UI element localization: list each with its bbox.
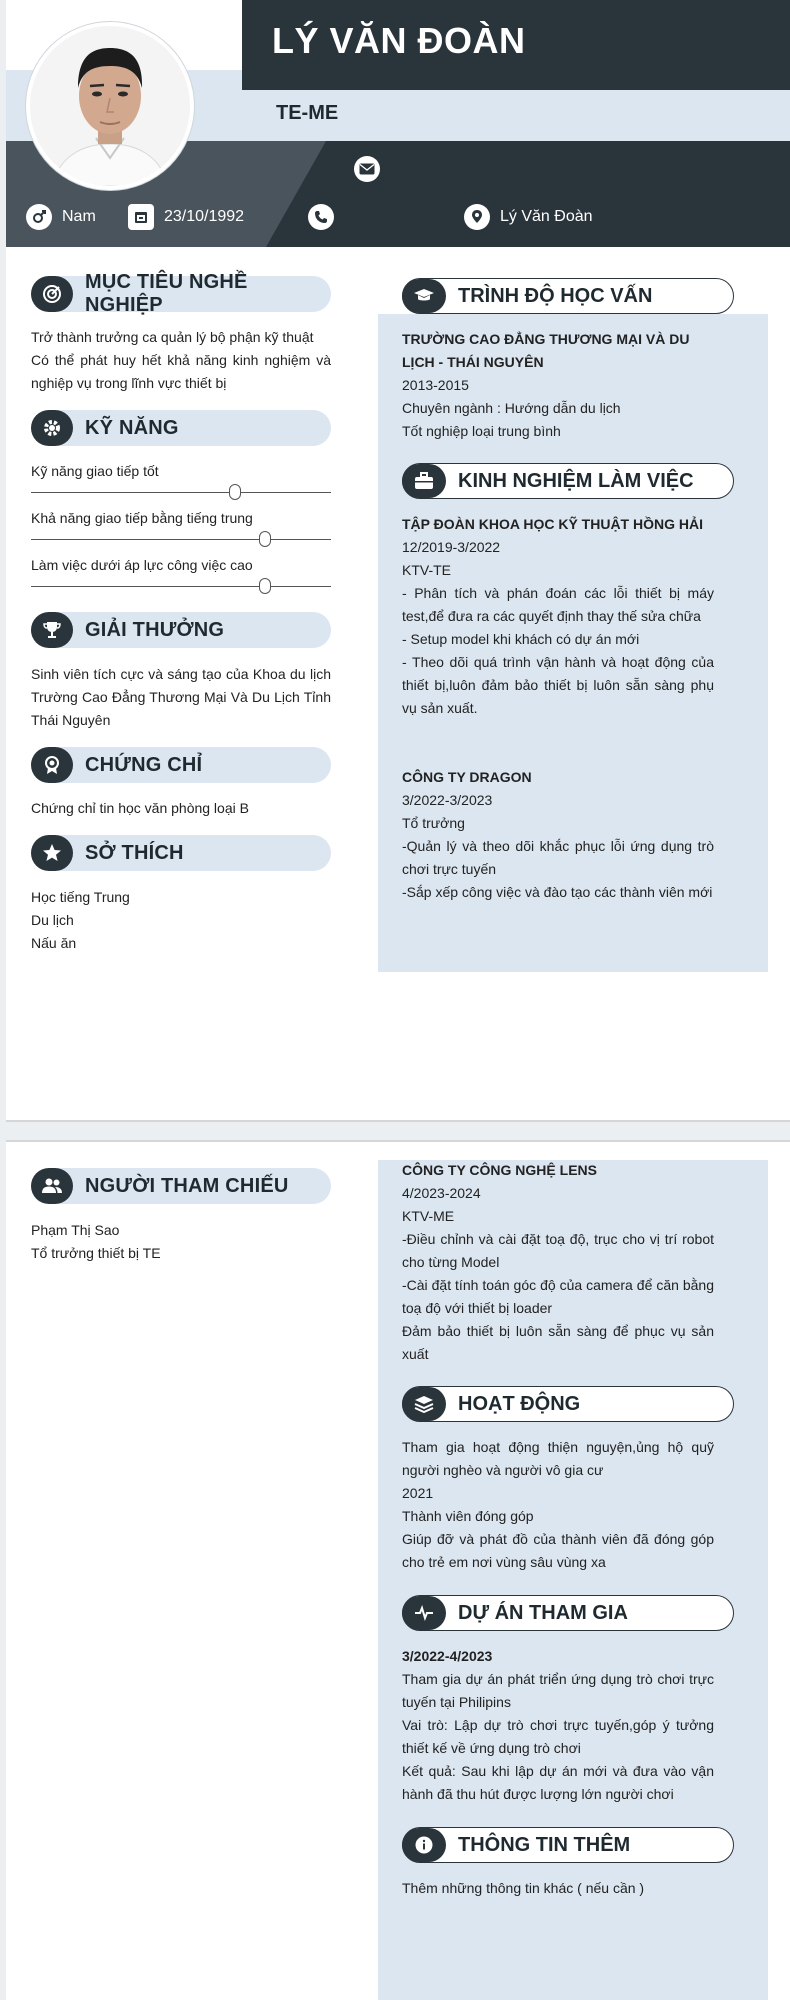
hobby-item: Nấu ăn xyxy=(31,935,77,951)
objective-line: Trở thành trưởng ca quản lý bộ phận kỹ thuật xyxy=(31,329,314,345)
reference-name: Phạm Thị Sao xyxy=(31,1222,120,1238)
facebook-info xyxy=(464,204,593,230)
graduation-cap-icon xyxy=(402,279,446,313)
education-title: TRÌNH ĐỘ HỌC VẤN xyxy=(458,284,653,307)
cv-page-1 xyxy=(6,0,790,1122)
candidate-name: LÝ VĂN ĐOÀN xyxy=(272,20,526,61)
activity-line: Thành viên đóng góp xyxy=(402,1508,534,1524)
candidate-position: TE-ME xyxy=(276,102,339,124)
job-entry xyxy=(402,513,714,720)
reference-block xyxy=(31,1219,331,1265)
job-detail: -Cài đặt tính toán góc độ của camera để căn bằng toạ độ với thiết bị loader xyxy=(402,1277,714,1316)
section-heading-hobbies xyxy=(31,835,331,871)
gender-icon xyxy=(26,204,52,230)
activity-line: Tham gia hoạt động thiện nguyện,ủng hộ quỹ người nghèo và người vô gia cư xyxy=(402,1439,714,1478)
job-period: 3/2022-3/2023 xyxy=(402,792,493,808)
star-icon xyxy=(31,835,73,871)
education-period: 2013-2015 xyxy=(402,377,469,393)
medal-icon xyxy=(31,747,73,783)
education-block xyxy=(402,328,714,443)
job-detail: Đảm bảo thiết bị luôn sẵn sàng để phục vụ sản xuất xyxy=(402,1323,714,1362)
activity-line: Giúp đỡ và phát đồ của thành viên đã đóng góp cho trẻ em nơi vùng sâu vùng xa xyxy=(402,1531,714,1570)
section-heading-certificates xyxy=(31,747,331,783)
phone-info xyxy=(308,204,344,230)
hobbies-title: SỞ THÍCH xyxy=(85,841,184,864)
activities-title: HOẠT ĐỘNG xyxy=(458,1392,581,1415)
phone-icon xyxy=(308,204,334,230)
section-heading-activities xyxy=(402,1386,734,1422)
trophy-icon xyxy=(31,612,73,648)
hobby-item: Du lịch xyxy=(31,912,74,928)
info-icon xyxy=(402,1828,446,1862)
objective-title: MỤC TIÊU NGHỀ NGHIỆP xyxy=(84,271,248,316)
references-title: NGƯỜI THAM CHIẾU xyxy=(85,1174,289,1197)
skill-label: Làm việc dưới áp lực công việc cao xyxy=(31,557,253,573)
section-heading-experience xyxy=(402,463,734,499)
hobbies-list xyxy=(31,886,331,955)
facebook-text: Lý Văn Đoàn xyxy=(500,208,593,225)
skill-knob xyxy=(229,484,241,500)
job-company: TẬP ĐOÀN KHOA HỌC KỸ THUẬT HỒNG HẢI xyxy=(402,516,703,532)
projects-block xyxy=(402,1645,714,1806)
job-entry xyxy=(402,1159,714,1366)
pulse-icon xyxy=(402,1596,446,1630)
project-line: Vai trò: Lập dự trò chơi trực tuyến,góp ý tưởng thiết kế về ứng dụng trò chơi xyxy=(402,1717,714,1756)
job-company: CÔNG TY DRAGON xyxy=(402,769,532,785)
gender-info xyxy=(26,204,96,230)
job-detail: -Quản lý và theo dõi khắc phục lỗi ứng dụng trò chơi trực tuyến xyxy=(402,838,714,877)
skill-label: Kỹ năng giao tiếp tốt xyxy=(31,463,159,479)
section-heading-education xyxy=(402,278,734,314)
gear-icon xyxy=(31,410,73,446)
job-detail: - Theo dõi quá trình vận hành và hoạt động của thiết bị,luôn đảm bảo thiết bị luôn sẵn sàng phụ vụ sản xuất. xyxy=(402,654,714,716)
extra-title: THÔNG TIN THÊM xyxy=(458,1833,631,1856)
awards-title: GIẢI THƯỞNG xyxy=(85,618,225,641)
skill-label: Khả năng giao tiếp bằng tiếng trung xyxy=(31,510,253,526)
experience-title: KINH NGHIỆM LÀM VIỆC xyxy=(458,469,694,492)
job-entry xyxy=(402,766,714,904)
layers-icon xyxy=(402,1387,446,1421)
job-detail: - Setup model khi khách có dự án mới xyxy=(402,631,640,647)
activity-line: 2021 xyxy=(402,1485,434,1501)
project-period: 3/2022-4/2023 xyxy=(402,1648,493,1664)
job-detail: - Phân tích và phán đoán các lỗi thiết bị máy test,để đưa ra các quyết định thay thế sửa chữa xyxy=(402,585,714,624)
job-period: 12/2019-3/2022 xyxy=(402,539,501,555)
job-role: KTV-TE xyxy=(402,562,452,578)
skill-slider xyxy=(31,539,331,540)
skill-knob xyxy=(259,531,271,547)
target-icon xyxy=(31,276,73,312)
section-heading-projects xyxy=(402,1595,734,1631)
location-icon xyxy=(464,204,490,230)
objective-text xyxy=(31,326,331,395)
job-detail: -Sắp xếp công việc và đào tạo các thành viên mới xyxy=(402,884,713,900)
section-heading-extra xyxy=(402,1827,734,1863)
awards-text: Sinh viên tích cực và sáng tạo của Khoa du lịch Trường Cao Đẳng Thương Mại Và Du Lịch Tỉnh Thái Nguyên xyxy=(31,666,331,728)
certificates-text: Chứng chỉ tin học văn phòng loại B xyxy=(31,800,249,816)
job-company: CÔNG TY CÔNG NGHỆ LENS xyxy=(402,1162,597,1178)
section-heading-references xyxy=(31,1168,331,1204)
skill-slider xyxy=(31,492,331,493)
calendar-icon xyxy=(128,204,154,230)
gender-text: Nam xyxy=(62,208,96,225)
project-line: Kết quả: Sau khi lập dự án mới và đưa vào vận hành đã thu hút được lượng lớn người chơi xyxy=(402,1763,714,1802)
birthday-info xyxy=(128,204,244,230)
reference-role: Tổ trưởng thiết bị TE xyxy=(31,1245,161,1261)
section-heading-skills xyxy=(31,410,331,446)
skill-slider xyxy=(31,586,331,587)
job-period: 4/2023-2024 xyxy=(402,1185,481,1201)
briefcase-icon xyxy=(402,464,446,498)
users-icon xyxy=(31,1168,73,1204)
job-role: KTV-ME xyxy=(402,1208,455,1224)
extra-text: Thêm những thông tin khác ( nếu cần ) xyxy=(402,1880,645,1896)
job-role: Tổ trưởng xyxy=(402,815,465,831)
skills-title: KỸ NĂNG xyxy=(85,416,179,439)
project-line: Tham gia dự án phát triển ứng dụng trò chơi trực tuyến tại Philipins xyxy=(402,1671,714,1710)
education-major: Chuyên ngành : Hướng dẫn du lịch xyxy=(402,400,621,416)
skill-knob xyxy=(259,578,271,594)
hobby-item: Học tiếng Trung xyxy=(31,889,130,905)
certificates-title: CHỨNG CHỈ xyxy=(85,753,203,776)
objective-line: Có thể phát huy hết khả năng kinh nghiệm và nghiệp vụ trong lĩnh vực thiết bị xyxy=(31,352,331,391)
job-detail: -Điều chỉnh và cài đặt toạ độ, trục cho vị trí robot cho từng Model xyxy=(402,1231,714,1270)
email-icon xyxy=(354,156,380,182)
birthday-text: 23/10/1992 xyxy=(164,208,245,225)
section-heading-objective xyxy=(31,271,331,316)
cv-page-2 xyxy=(6,1140,790,2000)
avatar xyxy=(26,22,194,190)
education-school: TRƯỜNG CAO ĐẲNG THƯƠNG MẠI VÀ DU LỊCH - THÁI NGUYÊN xyxy=(402,331,690,370)
section-heading-awards xyxy=(31,612,331,648)
projects-title: DỰ ÁN THAM GIA xyxy=(458,1601,628,1624)
education-result: Tốt nghiệp loại trung bình xyxy=(402,423,561,439)
activities-block xyxy=(402,1436,714,1574)
